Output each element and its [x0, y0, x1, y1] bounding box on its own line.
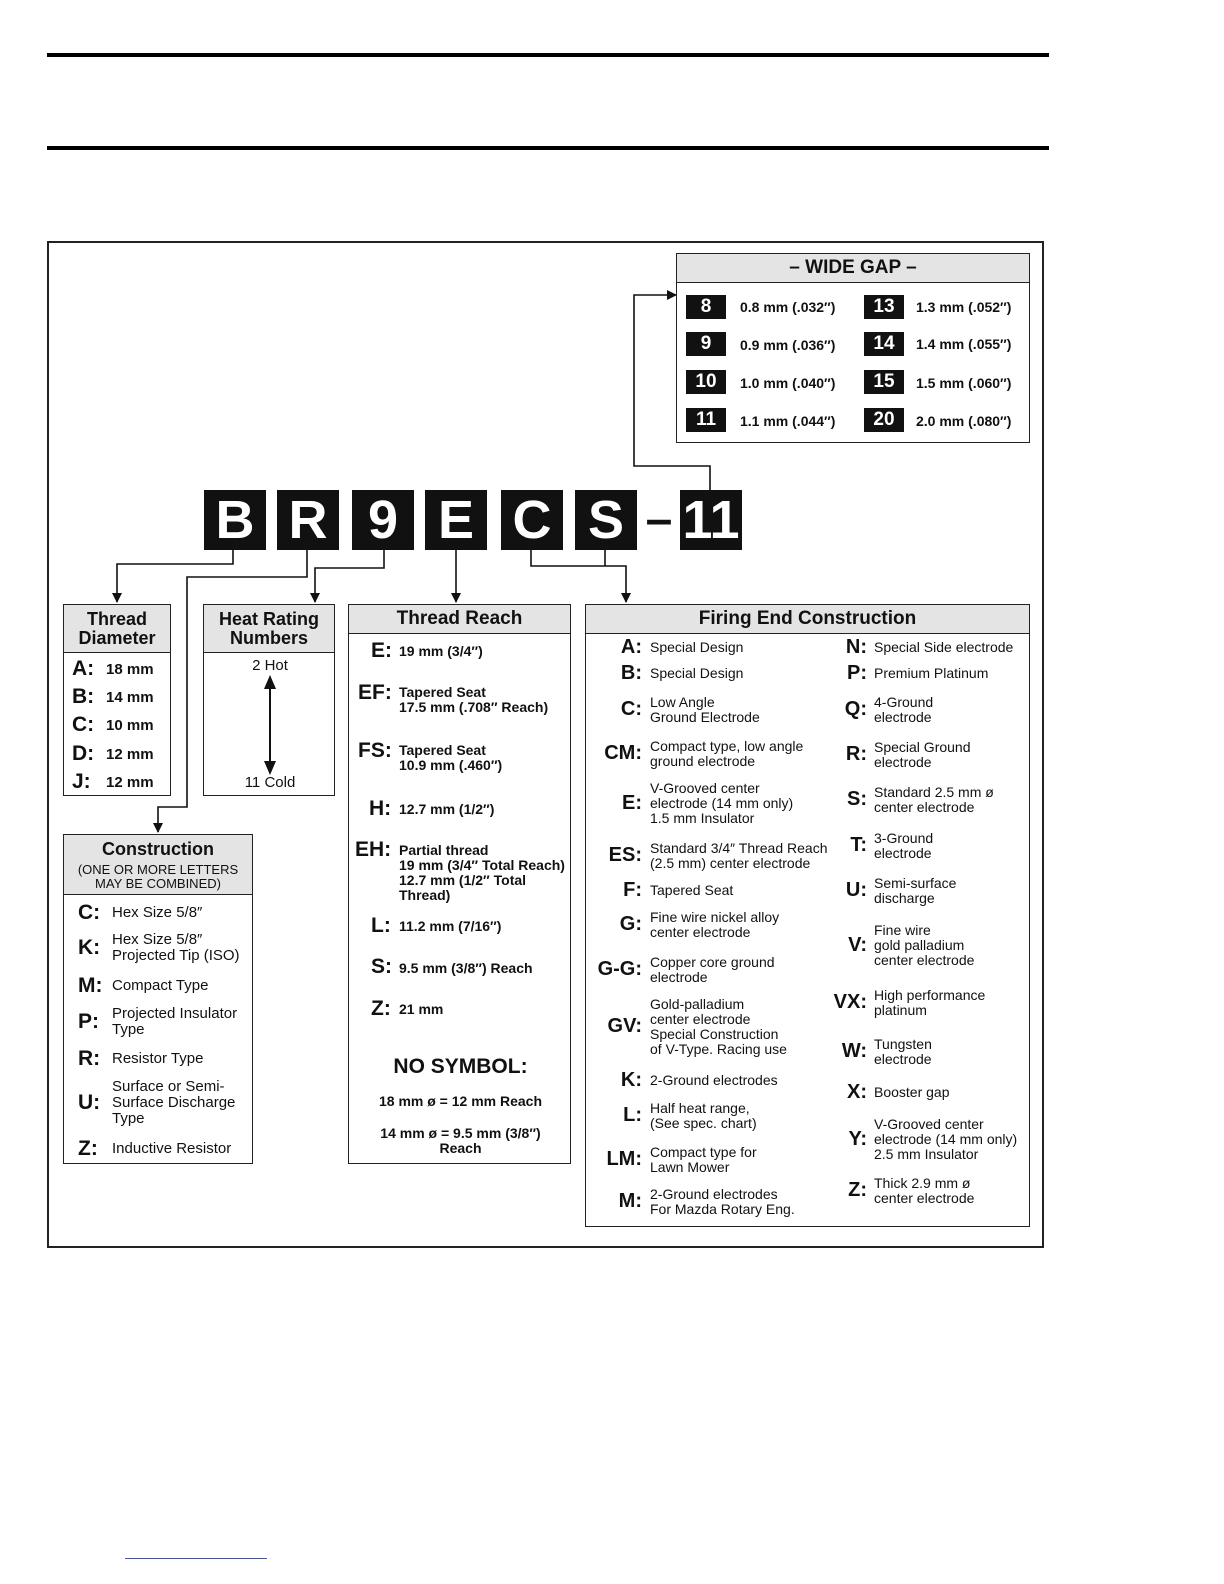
fe-letter: Y: — [848, 1127, 867, 1150]
fe-text: Special Design — [650, 639, 744, 655]
fe-letter: E: — [622, 791, 642, 814]
td-letter: C: — [72, 713, 95, 736]
tr-text: Partial thread 19 mm (3/4″ Total Reach) 12.7 mm (1/2″ Total Thread) — [399, 842, 565, 904]
td-value: 18 mm — [106, 661, 154, 678]
tr-letter: H: — [369, 797, 392, 820]
wide-gap-num: 14 — [864, 332, 904, 356]
fe-letter: T: — [850, 834, 867, 856]
fe-letter: GV: — [607, 1015, 642, 1037]
fe-letter: K: — [620, 1068, 642, 1091]
thread-diameter-box — [63, 604, 171, 796]
wide-gap-num: 8 — [686, 295, 726, 319]
fe-text: Standard 2.5 mm ø center electrode — [874, 784, 994, 816]
fe-text: Special Side electrode — [874, 639, 1014, 655]
fe-text: Thick 2.9 mm ø center electrode — [874, 1175, 975, 1207]
firing-end-box — [585, 604, 1030, 1227]
fe-letter: ES: — [608, 844, 642, 866]
firing-end-title: Firing End Construction — [586, 605, 1029, 634]
fe-text: Fine wire gold palladium center electrode — [874, 922, 975, 969]
fe-letter: X: — [847, 1080, 867, 1103]
wide-gap-box — [676, 253, 1030, 443]
no-symbol-line-2: 14 mm ø = 9.5 mm (3/8″) Reach — [380, 1125, 541, 1157]
construction-letter: C: — [78, 901, 101, 924]
tr-text: 11.2 mm (7/16″) — [399, 918, 502, 934]
heat-cold-label: 11 Cold — [244, 774, 296, 791]
construction-letter: R: — [78, 1047, 101, 1070]
fe-letter: V: — [848, 933, 867, 956]
fe-text: Premium Platinum — [874, 665, 989, 681]
fe-letter: U: — [845, 879, 867, 901]
construction-text: Hex Size 5/8″ Projected Tip (ISO) — [112, 931, 240, 965]
td-value: 12 mm — [106, 746, 154, 763]
fe-letter: N: — [845, 635, 867, 658]
fe-letter: Z: — [848, 1179, 867, 1201]
fe-letter: C: — [620, 698, 642, 720]
arrow-firing-end — [531, 550, 626, 602]
fe-letter: L: — [623, 1104, 642, 1126]
tr-text: Tapered Seat 10.9 mm (.460″) — [399, 742, 503, 774]
td-value: 14 mm — [106, 689, 154, 706]
fe-text: High performance platinum — [874, 987, 986, 1019]
fe-text: Tapered Seat — [650, 882, 734, 898]
wide-gap-num: 9 — [686, 332, 726, 356]
td-letter: D: — [72, 742, 95, 765]
footer-link-underline — [125, 1558, 267, 1559]
tr-letter: S: — [371, 955, 392, 978]
construction-header — [64, 835, 252, 895]
wide-gap-num: 15 — [864, 370, 904, 394]
tr-letter: E: — [371, 639, 392, 662]
heat-rating-title: Heat Rating Numbers — [204, 605, 334, 653]
construction-letter: M: — [78, 974, 103, 997]
tr-text: 19 mm (3/4″) — [399, 643, 483, 659]
thread-diameter-title: Thread Diameter — [64, 605, 170, 653]
tr-letter: FS: — [358, 739, 392, 762]
wide-gap-value: 1.3 mm (.052″) — [916, 299, 1012, 315]
wide-gap-num: 11 — [686, 408, 726, 432]
fe-text: Compact type, low angle ground electrode — [650, 738, 804, 770]
fe-text: Half heat range, (See spec. chart) — [650, 1100, 757, 1132]
wide-gap-value: 1.5 mm (.060″) — [916, 375, 1012, 391]
heat-hot-label: 2 Hot — [252, 657, 288, 674]
code-letter-b: B — [204, 490, 266, 550]
arrow-heat-rating — [315, 550, 384, 602]
wide-gap-value: 1.4 mm (.055″) — [916, 336, 1012, 352]
tr-text: 21 mm — [399, 1001, 444, 1017]
td-letter: B: — [72, 685, 95, 708]
construction-letter: K: — [78, 936, 101, 959]
fe-text: Booster gap — [874, 1084, 950, 1100]
fe-letter: A: — [620, 635, 642, 658]
wide-gap-title: – WIDE GAP – — [677, 254, 1029, 283]
fe-text: 2-Ground electrodes — [650, 1072, 778, 1088]
code-letter-s: S — [575, 490, 637, 550]
fe-letter: M: — [618, 1190, 642, 1212]
fe-text: 3-Ground electrode — [874, 830, 934, 862]
wide-gap-value: 2.0 mm (.080″) — [916, 413, 1012, 429]
construction-letter: U: — [78, 1091, 101, 1114]
fe-letter: G: — [619, 913, 642, 935]
construction-text: Surface or Semi- Surface Discharge Type — [112, 1078, 236, 1128]
fe-text: Compact type for Lawn Mower — [650, 1144, 757, 1176]
construction-text: Compact Type — [112, 977, 209, 994]
tr-text: 12.7 mm (1/2″) — [399, 801, 495, 817]
fe-text: Copper core ground electrode — [650, 954, 775, 986]
hot-cold-arrow-icon — [260, 675, 280, 775]
fe-letter: F: — [623, 878, 642, 901]
code-letter-9: 9 — [352, 490, 414, 550]
code-letter-e: E — [425, 490, 487, 550]
wide-gap-value: 0.9 mm (.036″) — [740, 337, 836, 353]
no-symbol-title: NO SYMBOL: — [393, 1055, 528, 1078]
fe-text: Standard 3/4″ Thread Reach (2.5 mm) center electrode — [650, 840, 828, 872]
construction-text: Projected Insulator Type — [112, 1005, 238, 1039]
code-dash: – — [645, 493, 673, 546]
tr-letter: EH: — [355, 838, 392, 861]
fe-text: Fine wire nickel alloy center electrode — [650, 909, 780, 941]
thread-reach-title: Thread Reach — [349, 605, 570, 634]
fe-text: Special Ground electrode — [874, 739, 971, 771]
td-value: 12 mm — [106, 774, 154, 791]
td-letter: A: — [72, 657, 95, 680]
fe-letter: CM: — [604, 742, 642, 764]
construction-text: Resistor Type — [112, 1050, 204, 1067]
fe-text: 2-Ground electrodes For Mazda Rotary Eng. — [650, 1186, 795, 1218]
heat-rating-box — [203, 604, 335, 796]
fe-text: V-Grooved center electrode (14 mm only) 2.5 mm Insulator — [874, 1116, 1018, 1163]
construction-box — [63, 834, 253, 1164]
wide-gap-value: 1.1 mm (.044″) — [740, 413, 836, 429]
tr-text: Tapered Seat 17.5 mm (.708″ Reach) — [399, 684, 549, 716]
fe-text: Low Angle Ground Electrode — [650, 694, 760, 726]
fe-letter: S: — [847, 788, 867, 810]
fe-text: V-Grooved center electrode (14 mm only) 1.5 mm Insulator — [650, 780, 794, 827]
tr-letter: Z: — [371, 997, 391, 1020]
wide-gap-num: 13 — [864, 295, 904, 319]
construction-text: Hex Size 5/8″ — [112, 904, 203, 921]
fe-text: 4-Ground electrode — [874, 694, 934, 726]
construction-subtitle: (ONE OR MORE LETTERS MAY BE COMBINED) — [77, 862, 239, 892]
arrow-thread-diameter — [117, 550, 233, 602]
construction-letter: Z: — [78, 1137, 98, 1160]
fe-letter: R: — [845, 743, 867, 765]
fe-letter: B: — [620, 661, 642, 684]
fe-letter: P: — [847, 661, 867, 684]
fe-letter: W: — [841, 1040, 867, 1062]
fe-text: Gold-palladium center electrode Special Construction of V-Type. Racing use — [650, 996, 787, 1058]
fe-text: Special Design — [650, 665, 744, 681]
construction-title: Construction — [102, 839, 214, 859]
tr-letter: EF: — [358, 681, 392, 704]
construction-text: Inductive Resistor — [112, 1140, 232, 1157]
construction-letter: P: — [78, 1010, 99, 1033]
code-letter-r: R — [277, 490, 339, 550]
wide-gap-num: 20 — [864, 408, 904, 432]
wide-gap-value: 0.8 mm (.032″) — [740, 299, 836, 315]
fe-text: Tungsten electrode — [874, 1036, 932, 1068]
fe-letter: G-G: — [597, 958, 642, 980]
td-letter: J: — [72, 770, 91, 793]
wide-gap-num: 10 — [686, 370, 726, 394]
fe-letter: LM: — [606, 1148, 642, 1170]
fe-letter: Q: — [844, 698, 867, 720]
thread-reach-box — [348, 604, 571, 1164]
tr-text: 9.5 mm (3/8″) Reach — [399, 960, 533, 976]
no-symbol-line-1: 18 mm ø = 12 mm Reach — [378, 1093, 543, 1109]
td-value: 10 mm — [106, 717, 154, 734]
code-letter-c: C — [501, 490, 563, 550]
wide-gap-value: 1.0 mm (.040″) — [740, 375, 836, 391]
tr-letter: L: — [371, 914, 391, 937]
code-gap-11: 11 — [680, 490, 742, 550]
fe-letter: VX: — [833, 991, 867, 1013]
fe-text: Semi-surface discharge — [874, 875, 957, 907]
